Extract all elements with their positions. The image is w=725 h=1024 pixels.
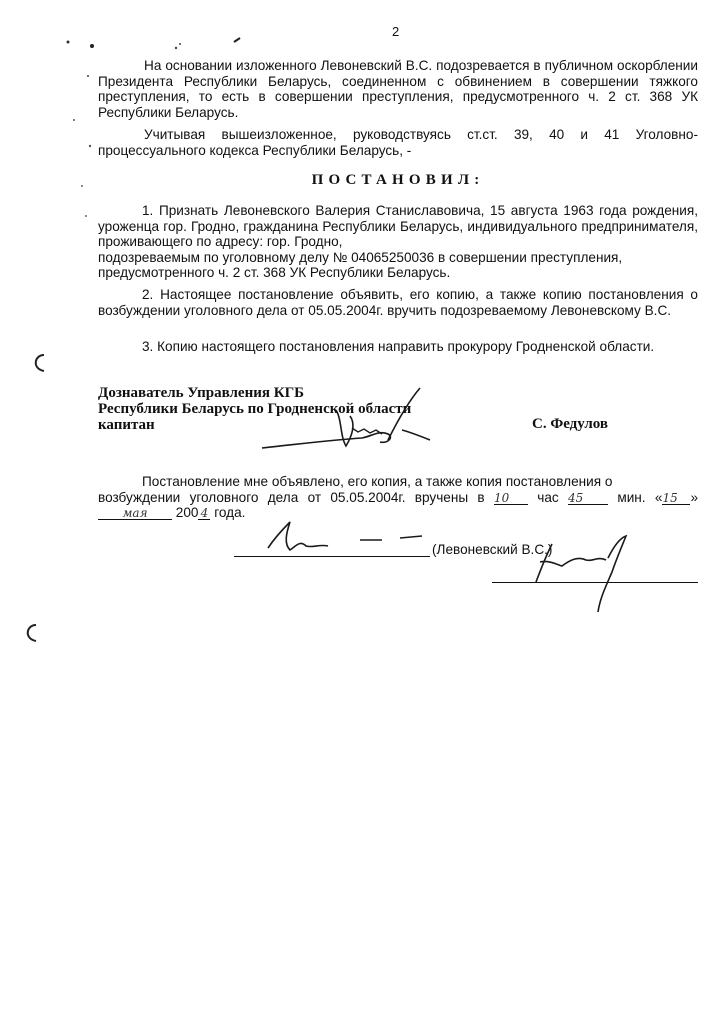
binder-hole-mark-top — [30, 352, 50, 379]
decree-item-1 — [98, 203, 698, 281]
minutes-label: мин. — [617, 489, 646, 505]
handwritten-hour: 10 — [493, 490, 510, 505]
hour-label: час — [537, 489, 559, 505]
receipt-line-3 — [98, 505, 698, 521]
investigator-title-block — [98, 385, 411, 433]
binder-hole-mark-bottom — [22, 622, 42, 649]
decree-item-3: 3. Копию настоящего постановления направить прокурору Гродненской области. — [142, 339, 655, 354]
handwritten-month: мая — [122, 506, 148, 521]
scan-speckles-left — [60, 36, 100, 241]
day-blank — [662, 490, 690, 505]
receipt-line-1: Постановление мне объявлено, его копия, а также копия постановления о — [142, 474, 613, 489]
decree-item-1-part1: 1. Признать Левоневского Валерия Станиславовича, 15 августа 1963 года рождения, уроженца гор. Гродно, гражданина Республики Беларусь, индивидуального предпринимателя, проживающего по адресу: гор. Гродно, — [98, 203, 698, 250]
decree-item-1-part2: подозреваемым по уголовному делу № 04065250036 в совершении преступления, предусмотренного ч. 2 ст. 368 УК Республики Беларусь. — [98, 249, 623, 281]
handwritten-year-digit: 4 — [200, 506, 209, 521]
investigator-title-line1: Дознаватель Управления КГБ — [98, 385, 305, 401]
receipt-line-2-text: возбуждении уголовного дела от 05.05.2004г. вручены в — [98, 489, 485, 505]
quote-open: « — [654, 489, 663, 505]
suspect-label: (Левоневский В.С.) — [432, 542, 553, 557]
receipt-notice — [98, 474, 698, 521]
receipt-line-2 — [98, 490, 698, 506]
handwritten-minutes: 45 — [568, 490, 584, 505]
decree-heading: ПОСТАНОВИЛ: — [311, 172, 485, 188]
paragraph-grounds: Учитывая вышеизложенное, руководствуясь ст.ст. 39, 40 и 41 Уголовно-процессуального кодекса Республики Беларусь, - — [98, 127, 698, 158]
hour-blank — [494, 490, 528, 505]
scan-speckles-top — [170, 30, 250, 59]
decree-item-2: 2. Настоящее постановление объявить, его копию, а также копию постановления о возбуждении уголовного дела от 05.05.2004г. вручить подозреваемому Левоневскому В.С. — [98, 287, 698, 318]
quote-close: » — [690, 489, 699, 505]
suspect-signature-line — [234, 556, 430, 557]
paragraph-suspicion: На основании изложенного Левоневский В.С. подозревается в публичном оскорблении Президента Республики Беларусь, соединенном с обвинением в совершении тяжкого преступления, то есть в совершении преступления, предусмотренного ч. 2 ст. 368 УК Республики Беларусь. — [98, 58, 698, 120]
investigator-name: С. Федулов — [532, 416, 609, 432]
investigator-title-line2: Республики Беларусь по Гродненской области — [98, 401, 412, 417]
year-blank — [198, 505, 210, 520]
year-prefix: 200 — [175, 505, 199, 521]
handwritten-day: 15 — [662, 490, 678, 505]
witness-signature-line — [492, 582, 698, 583]
minutes-blank — [568, 490, 608, 505]
year-suffix: года. — [214, 505, 246, 521]
month-blank — [98, 505, 172, 520]
page-number: 2 — [392, 24, 400, 39]
investigator-rank: капитан — [98, 417, 155, 433]
